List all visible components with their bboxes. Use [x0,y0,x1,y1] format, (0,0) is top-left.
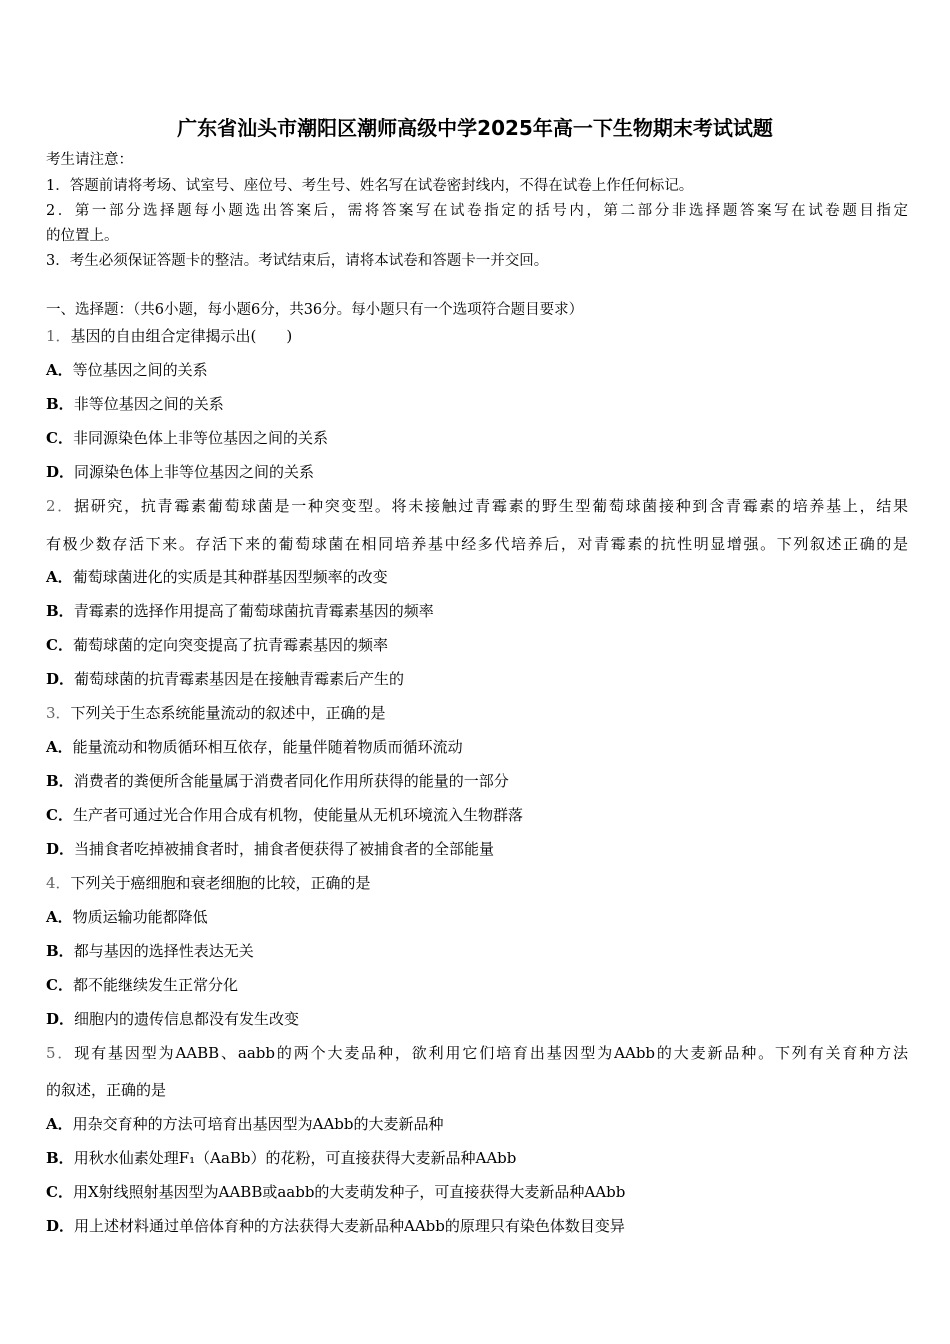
question-stem [46,1043,908,1063]
option-letter: C． [46,429,73,447]
option-letter: A． [46,568,73,586]
question-stem [46,703,386,723]
option-item [46,975,238,995]
option-text: 当捕食者吃掉被捕食者时，捕食者便获得了被捕食者的全部能量 [74,840,495,858]
option-item [46,1148,516,1168]
option-letter: D． [46,840,75,858]
option-text: 生产者可通过光合作用合成有机物，使能量从无机环境流入生物群落 [72,806,523,824]
option-text: 非同源染色体上非等位基因之间的关系 [72,429,328,447]
option-text: 葡萄球菌的抗青霉素基因是在接触青霉素后产生的 [74,670,405,688]
option-letter: C． [46,636,73,654]
exam-title: 广东省汕头市潮阳区潮师高级中学2025年高一下生物期末考试试题 [177,116,773,140]
question-stem [46,496,908,516]
option-letter: A． [46,908,73,926]
question-number: 1． [46,327,71,345]
option-item [46,1114,444,1134]
option-text: 物质运输功能都降低 [72,908,208,926]
question-text: 据研究，抗青霉素葡萄球菌是一种突变型。将未接触过青霉素的野生型葡萄球菌接种到含青霉素的培养基上，结果 [73,497,908,515]
option-text: 用X射线照射基因型为AABB或aabb的大麦萌发种子，可直接获得大麦新品种AAbb [72,1183,626,1201]
option-text: 细胞内的遗传信息都没有发生改变 [74,1010,300,1028]
option-letter: D． [46,670,75,688]
option-text: 消费者的粪便所含能量属于消费者同化作用所获得的能量的一部分 [73,772,509,790]
option-item [46,771,509,791]
option-text: 葡萄球菌的定向突变提高了抗青霉素基因的频率 [72,636,388,654]
option-item [46,805,523,825]
option-item [46,567,388,587]
question-stem [46,873,371,893]
option-item [46,462,314,482]
option-letter: C． [46,1183,73,1201]
option-letter: D． [46,463,75,481]
option-text: 同源染色体上非等位基因之间的关系 [74,463,315,481]
option-letter: D． [46,1010,75,1028]
notice-heading: 考生请注意： [46,152,133,168]
option-letter: B． [46,942,74,960]
option-text: 能量流动和物质循环相互依存，能量伴随着物质而循环流动 [72,738,463,756]
question-number: 2． [46,497,74,515]
option-text: 用上述材料通过单倍体育种的方法获得大麦新品种AAbb的原理只有染色体数目变异 [74,1217,625,1235]
option-item [46,941,254,961]
option-letter: A． [46,1115,73,1133]
option-text: 都不能继续发生正常分化 [72,976,238,994]
notice-item: 3．考生必须保证答题卡的整洁。考试结束后，请将本试卷和答题卡一并交回。 [46,253,549,269]
option-letter: B． [46,1149,74,1167]
question-stem-cont: 的叙述，正确的是 [46,1081,167,1099]
option-item [46,907,208,927]
option-item [46,635,388,655]
option-letter: C． [46,976,73,994]
question-text: 下列关于癌细胞和衰老细胞的比较，正确的是 [70,874,371,892]
question-number: 3． [46,704,71,722]
question-stem [46,326,292,346]
notice-item: 2．第一部分选择题每小题选出答案后，需将答案写在试卷指定的括号内，第二部分非选择题答案写在试卷题目指定 [46,203,908,219]
option-letter: D． [46,1217,75,1235]
notice-item: 1．答题前请将考场、试室号、座位号、考生号、姓名写在试卷密封线内，不得在试卷上作任何标记。 [46,178,694,194]
option-text: 非等位基因之间的关系 [73,395,224,413]
option-letter: A． [46,738,73,756]
question-number: 5． [46,1044,75,1062]
option-text: 等位基因之间的关系 [72,361,208,379]
question-text: 下列关于生态系统能量流动的叙述中，正确的是 [70,704,386,722]
question-text: 现有基因型为AABB、aabb的两个大麦品种，欲利用它们培育出基因型为AAbb的大麦新品种。下列有关育种方法 [74,1044,908,1062]
option-text: 葡萄球菌进化的实质是其种群基因型频率的改变 [72,568,388,586]
option-letter: C． [46,806,73,824]
option-text: 都与基因的选择性表达无关 [73,942,254,960]
option-item [46,669,404,689]
option-item [46,394,224,414]
option-item [46,1009,299,1029]
option-item [46,1182,625,1202]
option-text: 用秋水仙素处理F₁（AaBb）的花粉，可直接获得大麦新品种AAbb [73,1149,517,1167]
option-letter: B． [46,395,74,413]
question-text: 基因的自由组合定律揭示出( ) [70,327,293,345]
option-item [46,737,463,757]
option-item [46,839,494,859]
question-stem-cont: 有极少数存活下来。存活下来的葡萄球菌在相同培养基中经多代培养后，对青霉素的抗性明显增强。下列叙述正确的是 [46,535,908,553]
section-heading: 一、选择题：（共6小题，每小题6分，共36分。每小题只有一个选项符合题目要求） [46,302,584,318]
option-item [46,601,434,621]
option-item [46,1216,625,1236]
option-item [46,428,328,448]
option-letter: B． [46,772,74,790]
option-text: 用杂交育种的方法可培育出基因型为AAbb的大麦新品种 [72,1115,444,1133]
notice-item: 的位置上。 [46,228,119,244]
option-letter: B． [46,602,74,620]
option-item [46,360,208,380]
option-letter: A． [46,361,73,379]
question-number: 4． [46,874,71,892]
option-text: 青霉素的选择作用提高了葡萄球菌抗青霉素基因的频率 [73,602,434,620]
